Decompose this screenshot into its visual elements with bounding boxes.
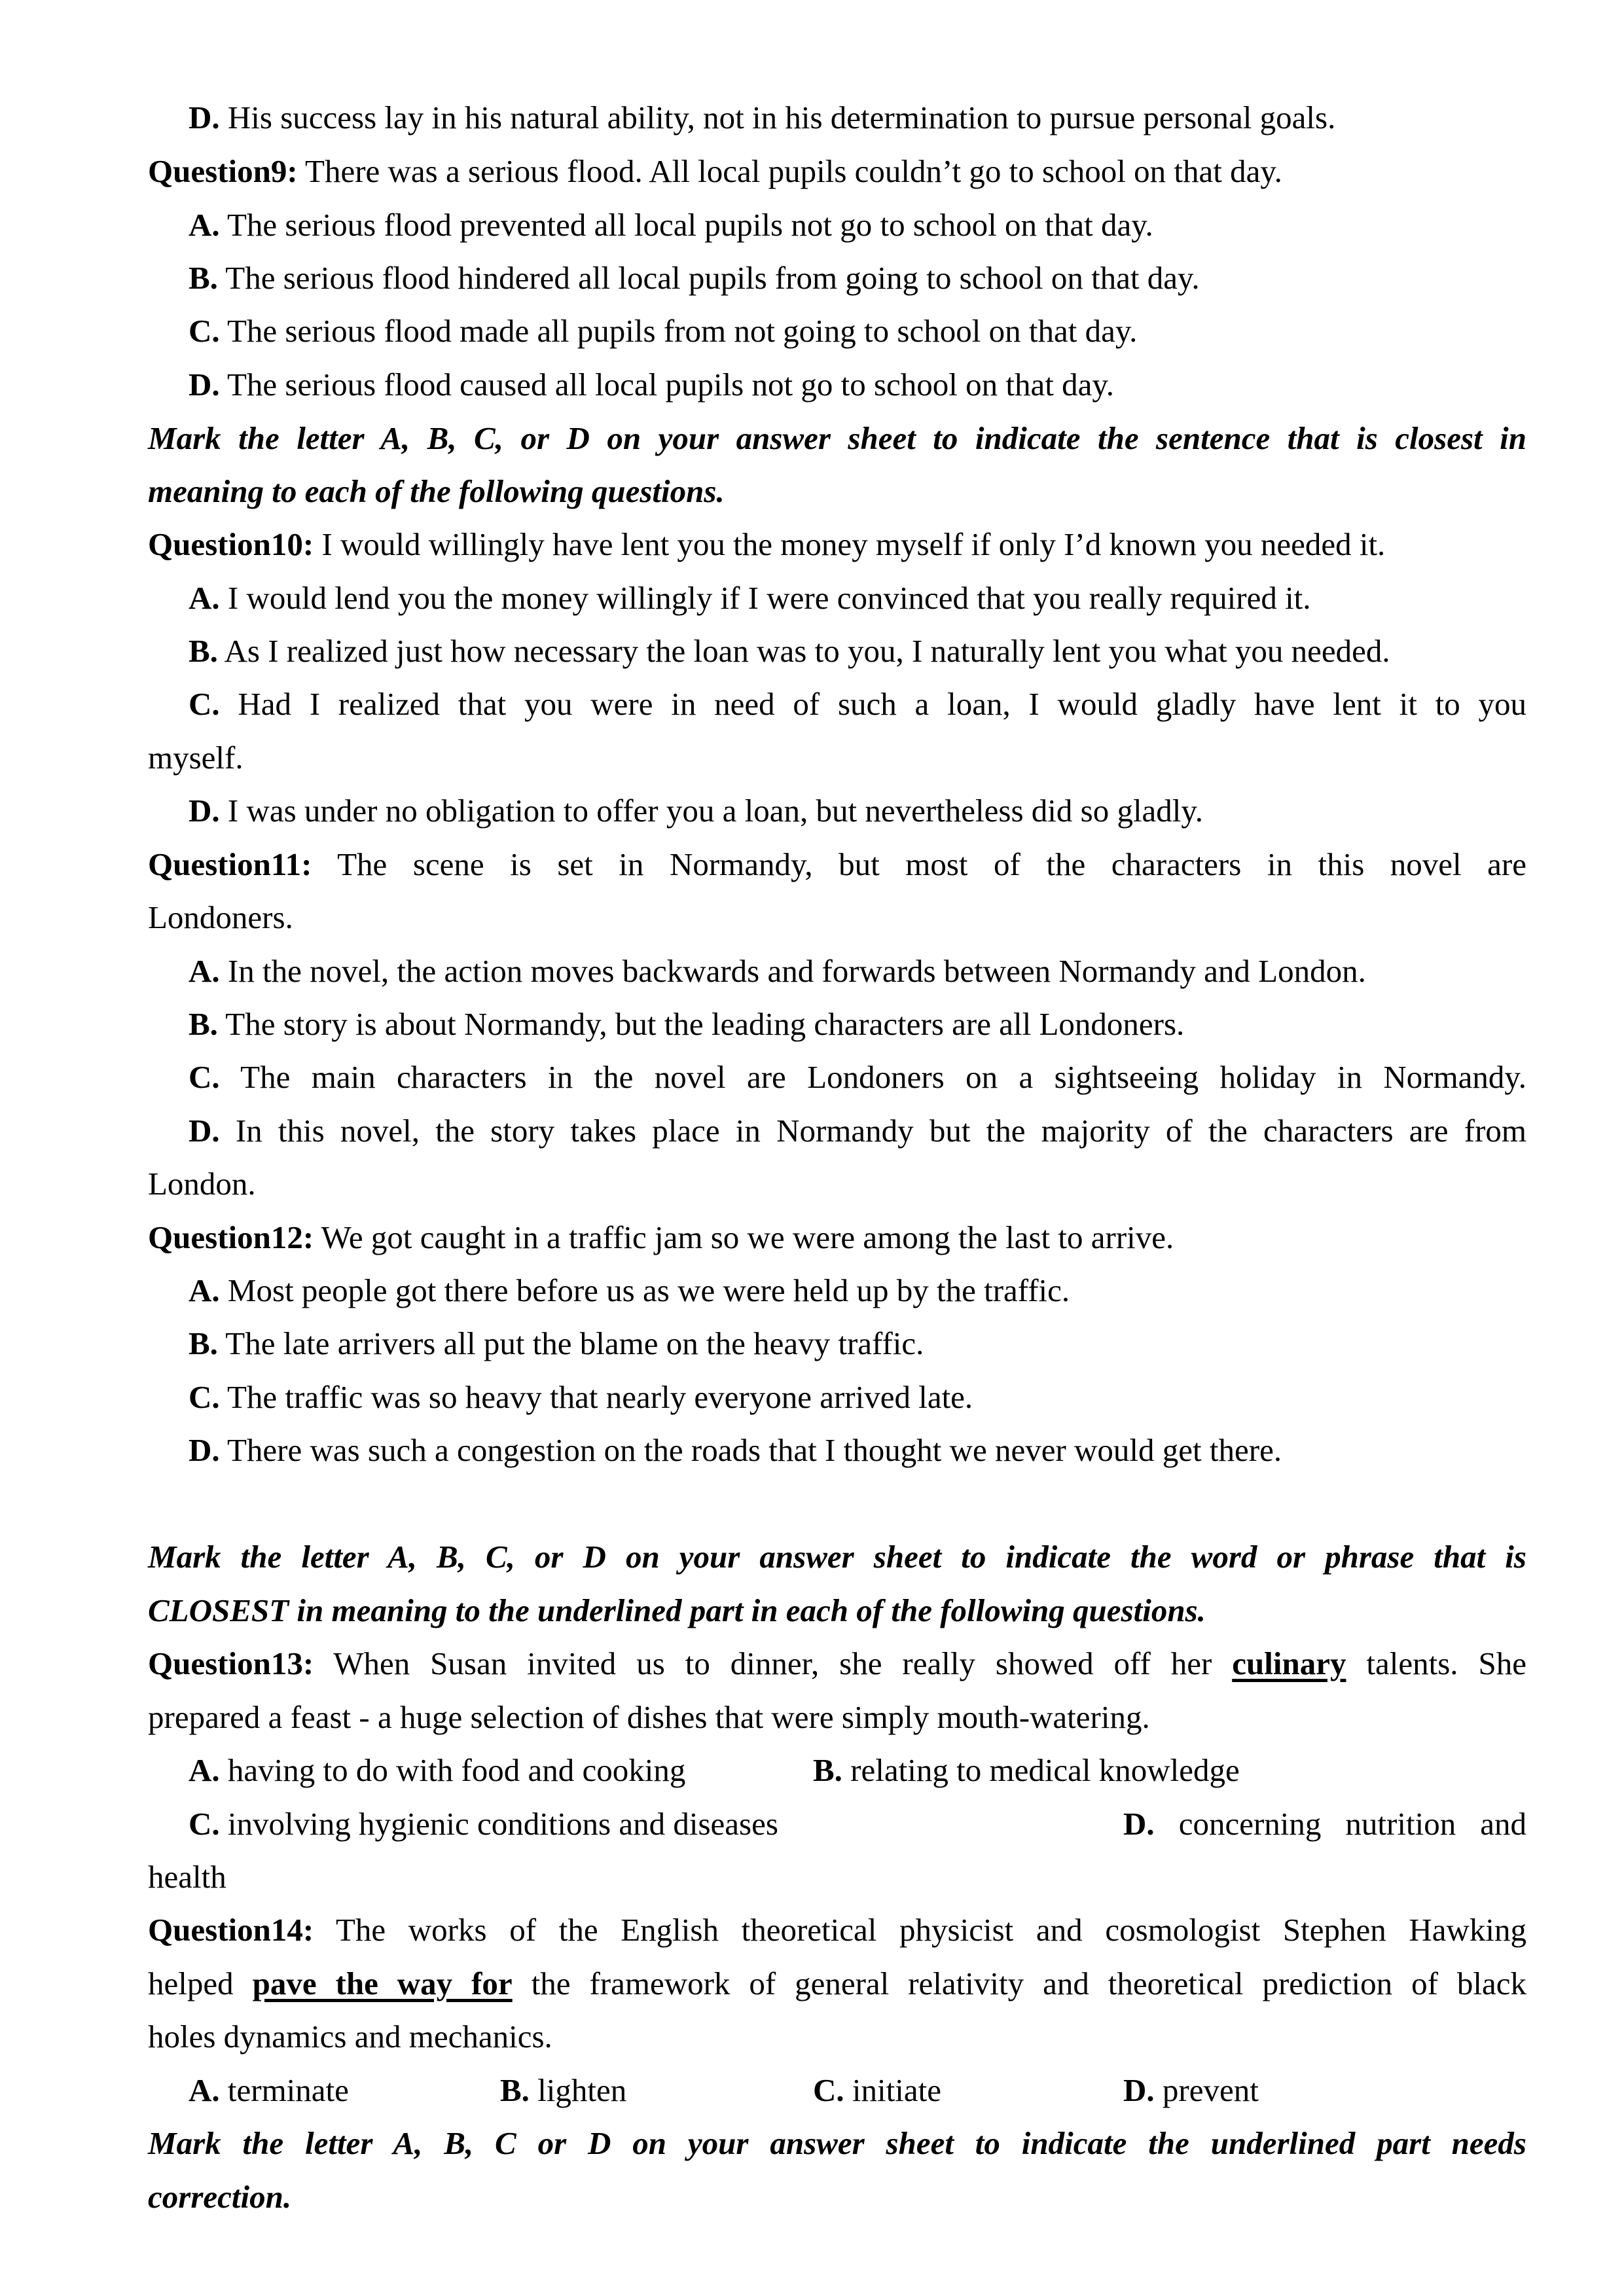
q9-option-a: A. The serious flood prevented all local pupils not go to school on that day. (189, 207, 1153, 243)
q12-option-b: B. The late arrivers all put the blame on the heavy traffic. (189, 1325, 924, 1361)
q13-option-d: D. concerning nutrition and (1123, 1806, 1526, 1842)
instruction-word-closest-line1: Mark the letter A, B, C, or D on your answer sheet to indicate the word or phrase that is (148, 1539, 1526, 1575)
question-label: Question12: (148, 1219, 314, 1255)
q14-stem: Question14: The works of the English theoretical physicist and cosmologist Stephen Hawking (148, 1912, 1526, 1948)
underlined-phrase: pave the way for (252, 1965, 513, 2001)
q10-option-d: D. I was under no obligation to offer you a loan, but nevertheless did so gladly. (189, 793, 1203, 829)
question-label: Question9: (148, 153, 298, 189)
q11-option-d: D. In this novel, the story takes place in Normandy but the majority of the characters are from (189, 1113, 1526, 1149)
q13-options-row2 (148, 1798, 1526, 1850)
instruction-correction-line2: correction. (148, 2179, 292, 2215)
q11-stem-continued: Londoners. (148, 899, 293, 935)
q11-option-c: C. The main characters in the novel are Londoners on a sightseeing holiday in Normandy. (189, 1059, 1526, 1095)
question-label: Question14: (148, 1912, 314, 1948)
q14-option-d: D. prevent (1123, 2072, 1259, 2108)
q14-option-a: A. terminate (189, 2072, 349, 2108)
q13-option-c: C. involving hygienic conditions and diseases (189, 1806, 778, 1842)
q9-option-d: D. The serious flood caused all local pupils not go to school on that day. (189, 367, 1114, 403)
q10-stem: Question10: I would willingly have lent you the money myself if only I’d known you needed it. (148, 526, 1386, 562)
question-label: Question13: (148, 1645, 314, 1681)
question-label: Question11: (148, 846, 312, 882)
q13-option-a: A. having to do with food and cooking (189, 1752, 686, 1788)
q14-option-c: C. initiate (813, 2072, 941, 2108)
q10-option-c: C. Had I realized that you were in need of such a loan, I would gladly have lent it to you (189, 686, 1526, 722)
q13-options-row1 (148, 1744, 1526, 1797)
q8-option-d: D. His success lay in his natural ability, not in his determination to pursue personal goals. (189, 99, 1336, 135)
q13-option-b: B. relating to medical knowledge (813, 1752, 1240, 1788)
q11-option-d-continued: London. (148, 1166, 256, 1202)
q10-option-a: A. I would lend you the money willingly if I were convinced that you really required it. (189, 580, 1311, 616)
q14-stem-continued: holes dynamics and mechanics. (148, 2018, 552, 2054)
instruction-sentence-closest-line2: meaning to each of the following questions. (148, 473, 725, 509)
q12-option-a: A. Most people got there before us as we were held up by the traffic. (189, 1272, 1070, 1308)
q14-options-row (148, 2064, 1526, 2117)
q13-stem: Question13: When Susan invited us to dinner, she really showed off her culinary talents. She (148, 1645, 1526, 1681)
question-label: Question10: (148, 526, 314, 562)
instruction-correction-line1: Mark the letter A, B, C or D on your answer sheet to indicate the underlined part needs (148, 2125, 1526, 2161)
q11-stem: Question11: The scene is set in Normandy, but most of the characters in this novel are (148, 846, 1526, 882)
q11-option-b: B. The story is about Normandy, but the leading characters are all Londoners. (189, 1006, 1185, 1042)
q14-stem-line2: helped pave the way for the framework of general relativity and theoretical prediction of black (148, 1965, 1526, 2001)
q13-stem-continued: prepared a feast - a huge selection of dishes that were simply mouth-watering. (148, 1699, 1150, 1735)
q10-option-b: B. As I realized just how necessary the loan was to you, I naturally lent you what you needed. (189, 633, 1390, 669)
q12-option-d: D. There was such a congestion on the roads that I thought we never would get there. (189, 1432, 1282, 1468)
q10-option-c-continued: myself. (148, 740, 244, 776)
q9-option-b: B. The serious flood hindered all local pupils from going to school on that day. (189, 260, 1200, 296)
instruction-sentence-closest-line1: Mark the letter A, B, C, or D on your answer sheet to indicate the sentence that is closest in (148, 420, 1526, 456)
q13-option-d-continued: health (148, 1859, 226, 1895)
q14-option-b: B. lighten (500, 2072, 627, 2108)
q12-option-c: C. The traffic was so heavy that nearly everyone arrived late. (189, 1379, 973, 1415)
underlined-word: culinary (1232, 1645, 1346, 1681)
q9-stem: Question9: There was a serious flood. All local pupils couldn’t go to school on that day. (148, 153, 1282, 189)
q9-option-c: C. The serious flood made all pupils from not going to school on that day. (189, 313, 1138, 349)
q12-stem: Question12: We got caught in a traffic jam so we were among the last to arrive. (148, 1219, 1174, 1255)
instruction-word-closest-line2: CLOSEST in meaning to the underlined part in each of the following questions. (148, 1592, 1206, 1628)
q11-option-a: A. In the novel, the action moves backwards and forwards between Normandy and London. (189, 953, 1366, 989)
